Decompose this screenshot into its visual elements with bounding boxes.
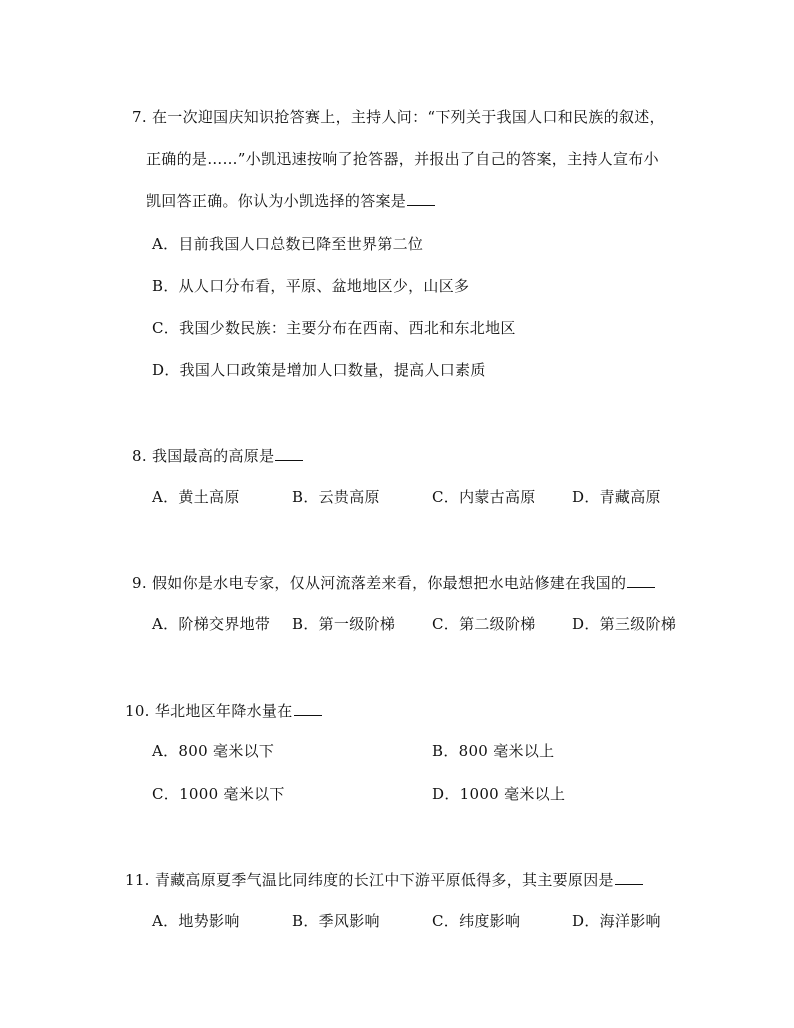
question-10-option-a: A．800 毫米以下	[152, 742, 275, 760]
question-10-option-b: B．800 毫米以上	[432, 742, 555, 760]
question-8-option-a: A．黄土高原	[152, 488, 240, 506]
answer-blank	[627, 573, 655, 588]
question-7-option-a: A．目前我国人口总数已降至世界第二位	[152, 235, 424, 253]
question-8-stem	[132, 446, 303, 466]
question-7-line-3-text: 凯回答正确。你认为小凯选择的答案是	[146, 192, 407, 210]
question-7-line-1: 7. 在一次迎国庆知识抢答赛上，主持人问：“下列关于我国人口和民族的叙述，	[132, 108, 665, 126]
question-11-option-d: D．海洋影响	[572, 912, 661, 930]
question-7-line-3	[146, 191, 435, 211]
question-8-option-c: C．内蒙古高原	[432, 488, 536, 506]
question-8-option-b: B．云贵高原	[292, 488, 380, 506]
question-11-option-a: A．地势影响	[152, 912, 240, 930]
question-9-stem	[132, 573, 655, 593]
answer-blank	[407, 191, 435, 206]
question-8-option-d: D．青藏高原	[572, 488, 661, 506]
question-10-option-d: D．1000 毫米以上	[432, 785, 566, 803]
question-9-option-c: C．第二级阶梯	[432, 615, 536, 633]
question-8-text: 8. 我国最高的高原是	[132, 447, 275, 465]
question-10-text: 10. 华北地区年降水量在	[125, 702, 293, 720]
answer-blank	[275, 446, 303, 461]
answer-blank	[615, 870, 643, 885]
question-9-option-a: A．阶梯交界地带	[152, 615, 271, 633]
question-10-stem	[125, 701, 322, 721]
question-11-option-b: B．季风影响	[292, 912, 380, 930]
question-7-option-b: B．从人口分布看，平原、盆地地区少，山区多	[152, 277, 470, 295]
question-9-option-b: B．第一级阶梯	[292, 615, 396, 633]
question-11-stem	[125, 870, 643, 890]
answer-blank	[294, 701, 322, 716]
question-7-option-d: D．我国人口政策是增加人口数量，提高人口素质	[152, 361, 486, 379]
question-7-option-c: C．我国少数民族：主要分布在西南、西北和东北地区	[152, 319, 516, 337]
question-10-option-c: C．1000 毫米以下	[152, 785, 285, 803]
question-9-text: 9. 假如你是水电专家，仅从河流落差来看，你最想把水电站修建在我国的	[132, 574, 627, 592]
question-11-option-c: C．纬度影响	[432, 912, 521, 930]
question-11-text: 11. 青藏高原夏季气温比同纬度的长江中下游平原低得多，其主要原因是	[125, 871, 614, 889]
question-7-line-2: 正确的是……”小凯迅速按响了抢答器，并报出了自己的答案，主持人宣布小	[146, 150, 659, 168]
question-9-option-d: D．第三级阶梯	[572, 615, 677, 633]
